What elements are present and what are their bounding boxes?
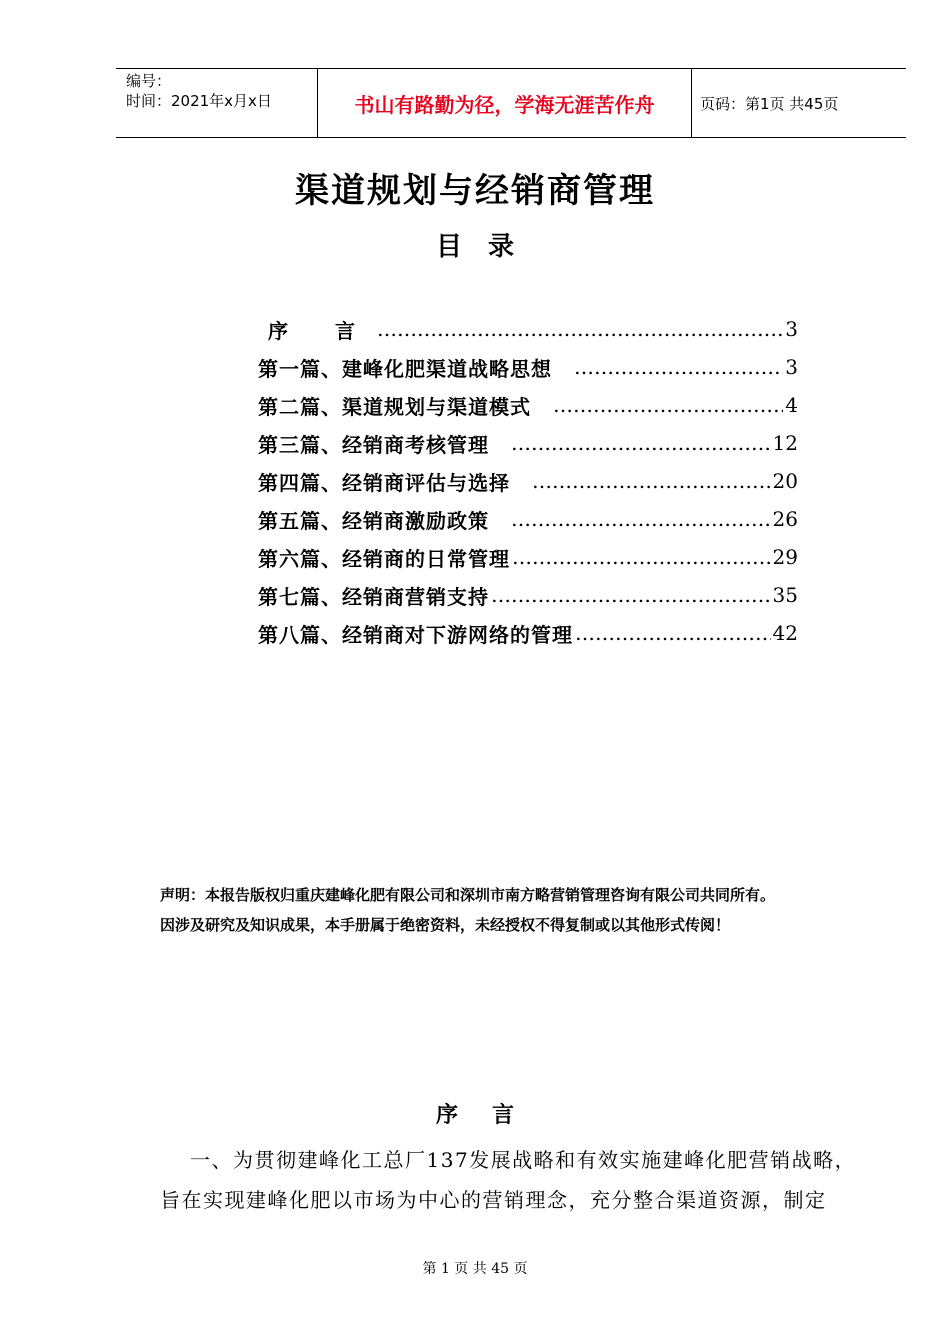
toc-entry-label: 序 言 [268,318,375,343]
toc-entry-page: 29 [772,545,798,569]
toc-leader-dots [511,507,771,531]
toc-entry[interactable] [258,576,798,614]
toc-leader-dots [575,621,771,645]
header-motto: 书山有路勤为径，学海无涯苦作舟 [318,69,692,137]
toc-entry[interactable] [258,386,798,424]
toc-entry[interactable] [258,310,798,348]
toc-entry-page: 42 [772,621,798,645]
page-footer: 第 1 页 共 45 页 [422,1261,528,1277]
toc-entry[interactable] [258,500,798,538]
toc-leader-dots [511,431,771,455]
toc-entry-page: 3 [785,355,798,379]
toc-entry-label: 第一篇、建峰化肥渠道战略思想 [258,356,552,381]
number-label: 编号： [126,72,172,90]
time-label: 时间：2021年x月x日 [126,92,272,110]
toc-entry-label: 第六篇、经销商的日常管理 [258,546,510,571]
toc-leader-dots [491,583,771,607]
toc-entry-label: 第七篇、经销商营销支持 [258,584,489,609]
toc-entry-page: 26 [772,507,798,531]
toc-entry-label: 第二篇、渠道规划与渠道模式 [258,394,531,419]
toc-leader-dots [574,355,783,379]
toc-entry-page: 3 [785,317,798,341]
header-page-info: 页码：第1页 共45页 [700,94,839,113]
toc-entry-label: 第五篇、经销商激励政策 [258,508,489,533]
toc-leader-dots [532,469,771,493]
preface-body [160,1140,880,1220]
notice-line: 声明：本报告版权归重庆建峰化肥有限公司和深圳市南方略营销管理咨询有限公司共同所有。 [160,886,776,904]
toc-leader-dots [377,317,783,341]
header-meta [116,69,318,137]
table-of-contents [258,310,798,652]
toc-entry-page: 4 [785,393,798,417]
preface-line: 旨在实现建峰化肥以市场为中心的营销理念，充分整合渠道资源，制定 [160,1188,827,1212]
toc-entry[interactable] [258,462,798,500]
notice-line: 因涉及研究及知识成果，本手册属于绝密资料，未经授权不得复制或以其他形式传阅！ [160,916,731,934]
toc-entry[interactable] [258,348,798,386]
preface-line: 一、为贯彻建峰化工总厂137发展战略和有效实施建峰化肥营销战略， [190,1148,857,1172]
toc-entry-page: 35 [772,583,798,607]
toc-entry-page: 12 [772,431,798,455]
document-title: 渠道规划与经销商管理 [295,171,655,211]
page-header [116,68,906,138]
preface-heading: 序言 [435,1102,548,1128]
toc-entry-page: 20 [772,469,798,493]
toc-entry[interactable] [258,538,798,576]
toc-entry-label: 第三篇、经销商考核管理 [258,432,489,457]
toc-leader-dots [512,545,771,569]
toc-entry[interactable] [258,614,798,652]
toc-heading: 目录 [435,232,540,262]
copyright-notice [160,880,860,940]
toc-entry-label: 第八篇、经销商对下游网络的管理 [258,622,573,647]
toc-entry-label: 第四篇、经销商评估与选择 [258,470,510,495]
toc-leader-dots [553,393,783,417]
toc-entry[interactable] [258,424,798,462]
